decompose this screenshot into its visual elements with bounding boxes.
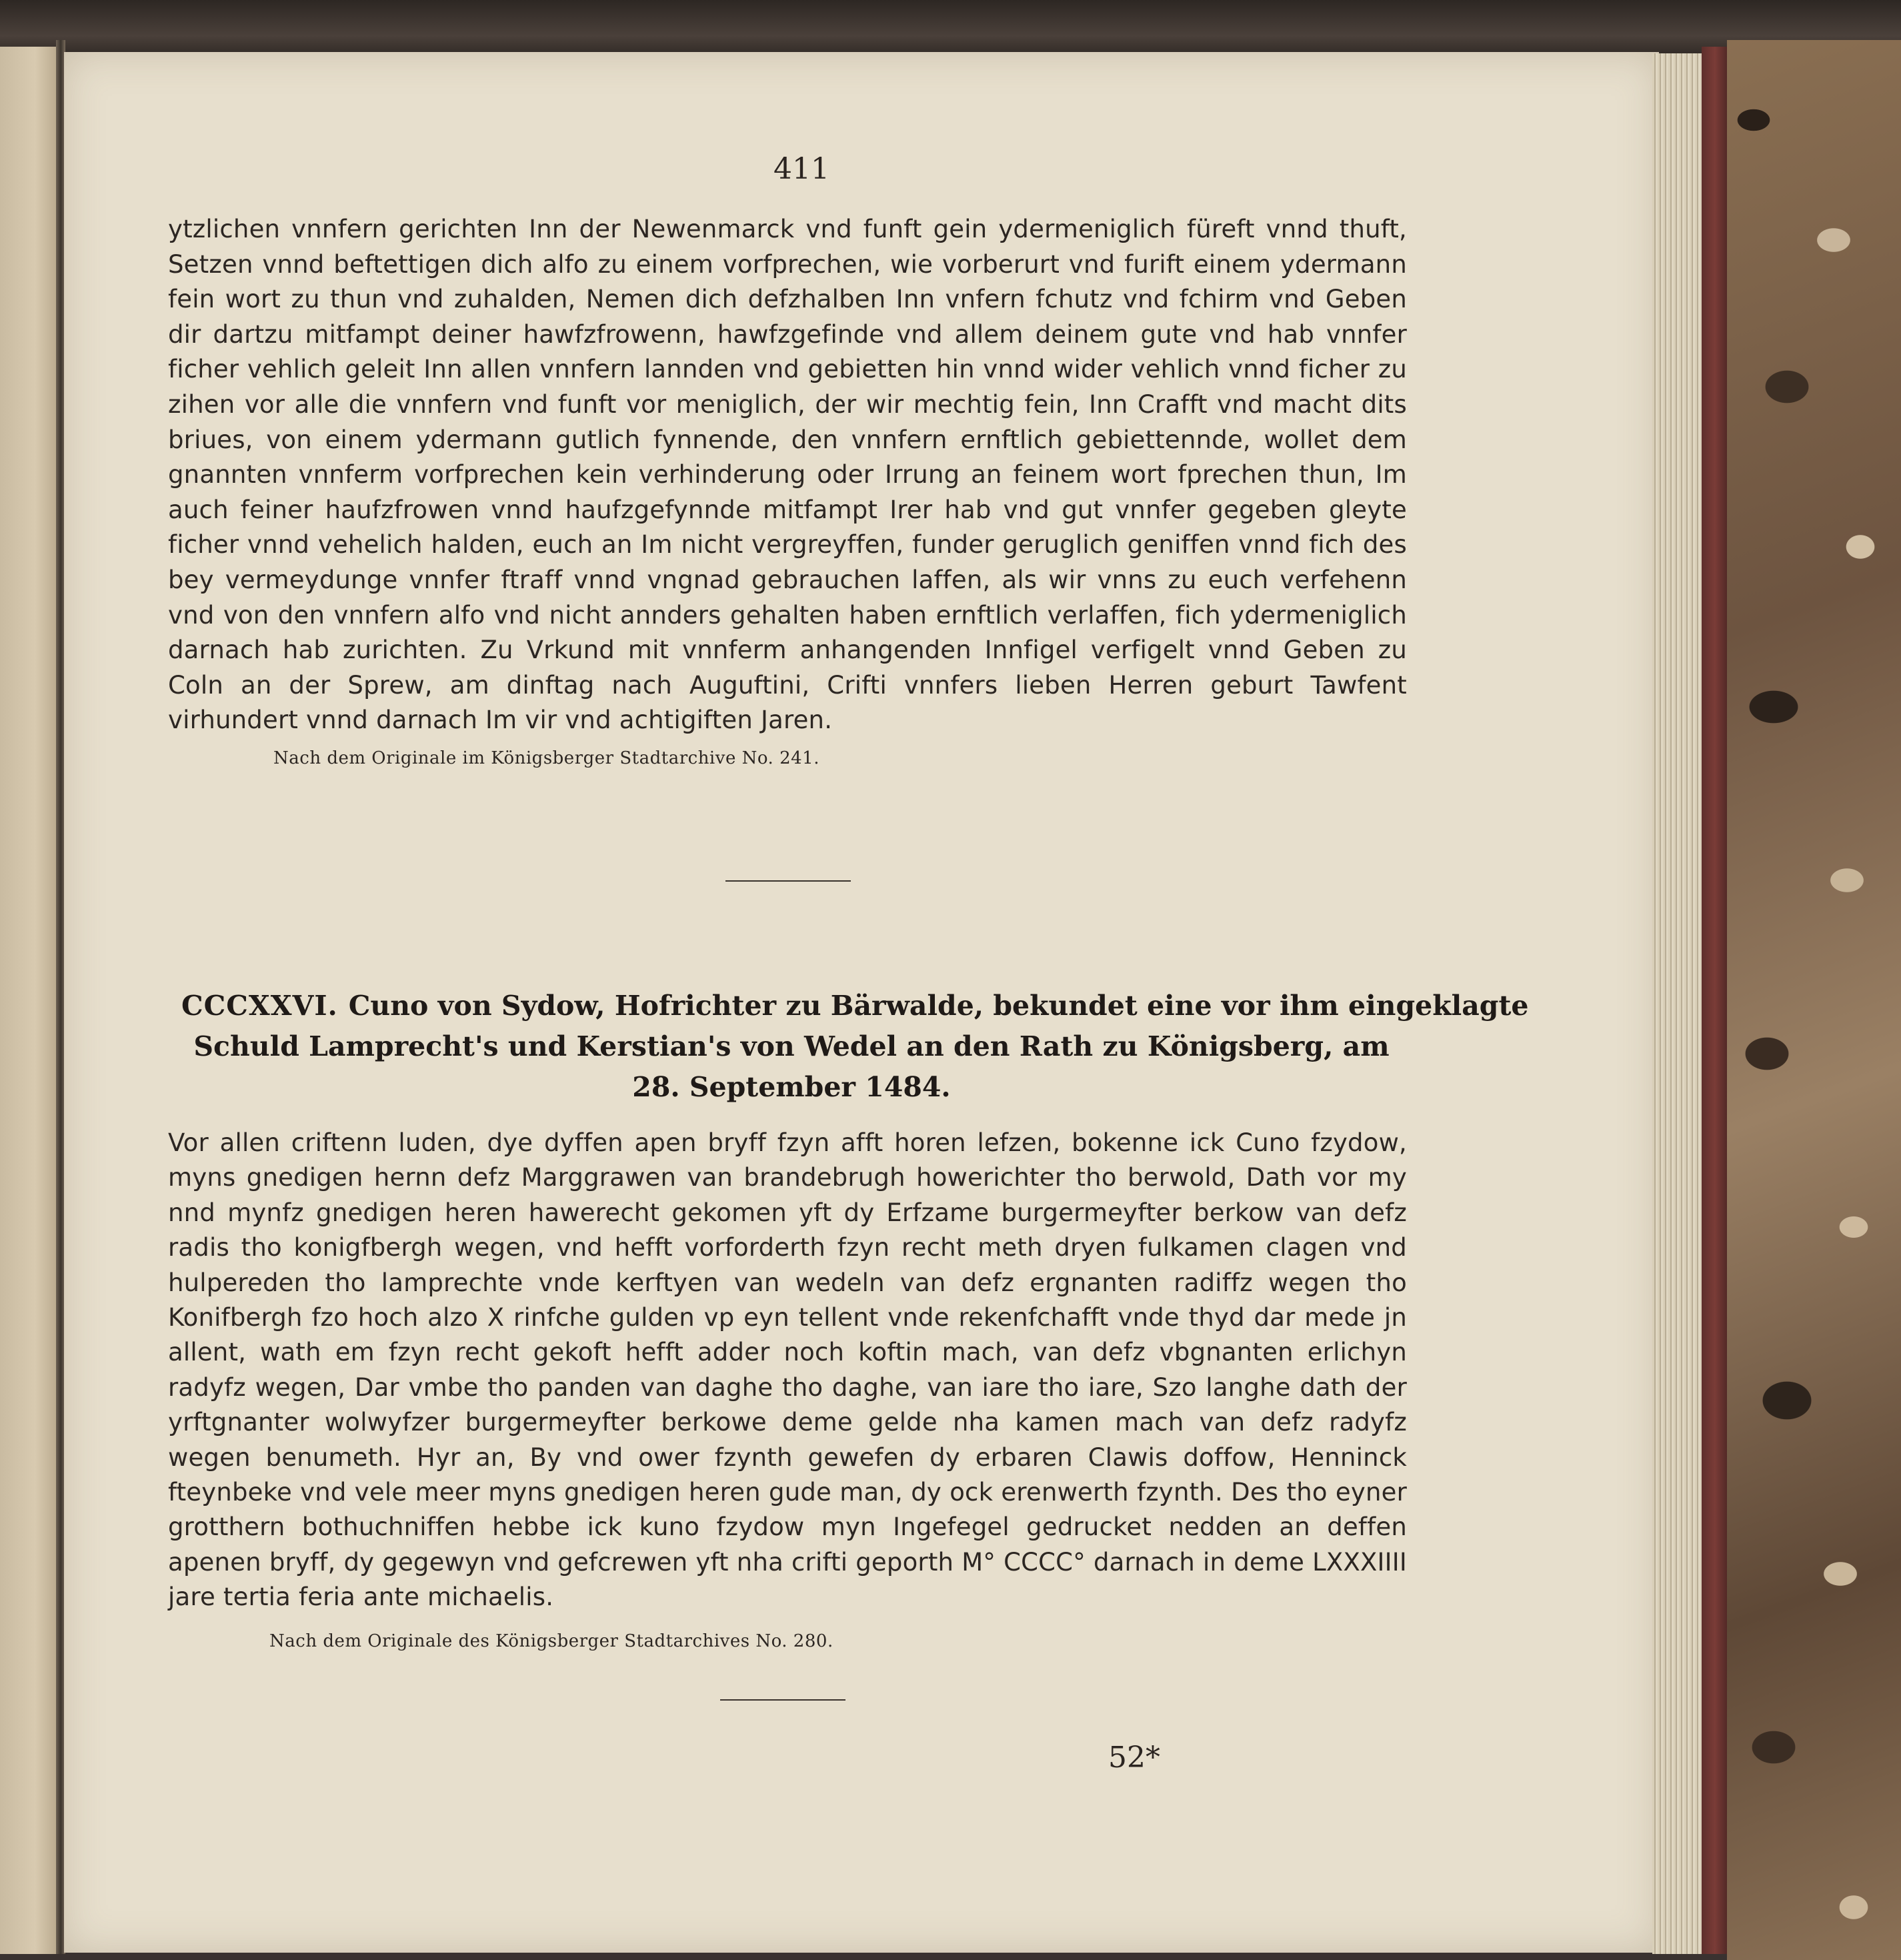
- signature-mark: 52*: [1108, 1741, 1160, 1775]
- document-number: CCCXXVI.: [181, 990, 338, 1022]
- document-body-text: Vor allen criftenn luden, dye dyffen apen bryff fzyn afft horen lefzen, bokenne ick Cuno fzydow, myns gnedigen hernn defz Marggrawen van brandebrugh howerichter tho berwold, Dath vor my nnd mynfz gnedigen heren hawerecht gekomen yft dy Erfzame burgermeyfter berkow van defz radis tho konigfbergh wegen, vnd hefft vorforderth fzyn recht meth dryen fulkamen clagen vnd hulpereden tho lamprechte vnde kerftyen van wedeln van defz ergnanten radiffz wegen tho Konifbergh fzo hoch alzo X rinfche gulden vp eyn tellent vnde rekenfchafft vnde thyd dar mede jn allent, wath em fzyn recht gekoft hefft adder noch koftin mach, van defz vbgnanten erlichyn radyfz wegen, Dar vmbe tho panden van daghe tho daghe, van iare tho iare, Szo langhe dath der yrftgnanter wolwyfzer burgermeyfter berkowe deme gelde nha kamen mach van defz radyfz wegen benumeth. Hyr an, By vnd ower fzynth gewefen dy erbaren Clawis doffow, Henninck fteynbeke vnd vele meer myns gnedigen heren gude man, dy ock erenwerth fzynth. Des tho eyner grotthern bothuchniffen hebbe ick kuno fzydow myn Ingefegel gedrucket nedden an deffen apenen bryff, dy gegewyn vnd gefcrewen yft nha crifti geporth M° CCCC° darnach in deme LXXXIIII jare tertia feria ante michaelis.: [168, 1128, 1407, 1612]
- section-divider: [725, 880, 851, 882]
- marbled-cover: [1727, 40, 1901, 1960]
- letter-body-text: ytzlichen vnnfern gerichten Inn der Newenmarck vnd funft gein ydermeniglich füreft vnnd thuft, Setzen vnnd beftettigen dich alfo zu einem vorfprechen, wie vorberurt vnd furift einem ydermann fein wort zu thun vnd zuhalden, Nemen dich defzhalben Inn vnfern fchutz vnd fchirm vnd Geben dir dartzu mitfampt deiner hawfzfrowenn, hawfzgefinde vnd allem deinem gute vnd hab vnnfer ficher vehlich geleit Inn allen vnnfern lannden vnd gebietten hin vnnd wider vehlich vnnd ficher zu zihen vor alle die vnnfern vnd funft vor meniglich, der wir mechtig fein, Inn Crafft vnd macht dits briues, von einem ydermann gutlich fynnende, den vnnfern ernftlich gebiettennde, wollet dem gnannten vnnferm vorfprechen kein verhinderung oder Irrung an feinem wort fprechen thun, Im auch feiner haufzfrowen vnnd haufzgefynnde mitfampt Irer hab vnd gut vnnfer gegeben gleyte ficher vnnd vehelich halden, euch an Im nicht vergreyffen, funder geruglich geniffen vnnd fich des bey vermeydunge vnnfer ftraff vnnd vngnad gebrauchen laffen, als wir vnns zu euch verfehenn vnd von den vnnfern alfo vnd nicht annders gehalten haben ernftlich verlaffen, fich ydermeniglich darnach hab zurichten. Zu Vrkund mit vnnferm anhangenden Innfigel verfigelt vnnd Geben zu Coln an der Sprew, am dinftag nach Auguftini, Crifti vnnfers lieben Herren geburt Tawfent virhundert vnnd darnach Im vir vnd achtigiften Jaren.: [168, 215, 1407, 735]
- source-note: Nach dem Originale des Königsberger Stadtarchives No. 280.: [269, 1631, 833, 1651]
- page-number: 411: [773, 152, 829, 186]
- heading-line-2: Schuld Lamprecht's und Kerstian's von Wedel an den Rath zu Königsberg, am: [193, 1030, 1390, 1062]
- page-block-edges: [1652, 53, 1707, 1954]
- cover-board-edge: [1702, 47, 1728, 1954]
- document-heading: [181, 986, 1529, 1108]
- section-divider: [720, 1699, 845, 1701]
- heading-line-3: 28. September 1484.: [632, 1071, 951, 1103]
- heading-text-1: Cuno von Sydow, Hofrichter zu Bärwalde, bekundet eine vor ihm eingeklagte: [348, 990, 1529, 1022]
- source-note: Nach dem Originale im Königsberger Stadtarchive No. 241.: [273, 748, 819, 768]
- facing-page-edge: [0, 47, 59, 1954]
- heading-line-1: [181, 986, 1529, 1026]
- scan-top-edge: [0, 0, 1901, 60]
